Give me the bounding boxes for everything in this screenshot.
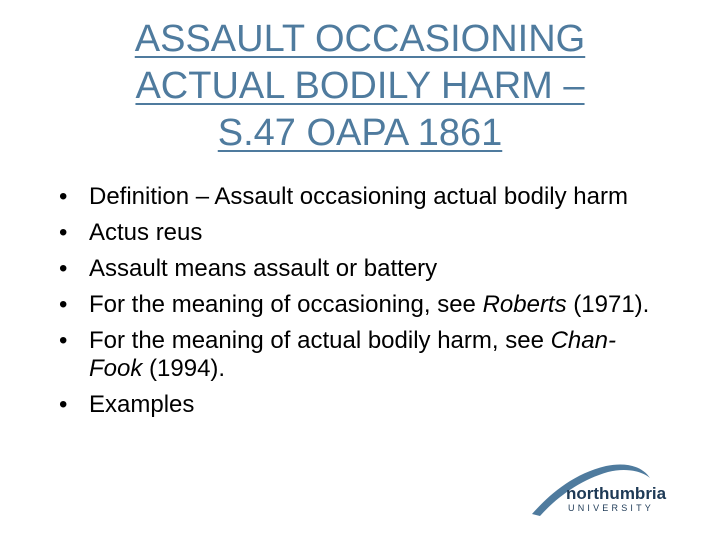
logo-name: northumbria (566, 484, 667, 503)
bullet-text: Definition – Assault occasioning actual bodily harm (89, 183, 628, 210)
bullet-text-after: (1971). (566, 291, 650, 318)
bullet-dot: • (59, 255, 68, 282)
slide-title (60, 16, 660, 157)
bullet-text-after: (1994). (142, 355, 226, 382)
bullet-list (56, 183, 666, 427)
bullet-text-before: For the meaning of occasioning, see (89, 291, 483, 318)
bullet-dot: • (59, 327, 68, 354)
bullet-text-before: For the meaning of actual bodily harm, see (89, 327, 551, 354)
title-line-1: ASSAULT OCCASIONING (134, 18, 586, 60)
bullet-dot: • (59, 391, 68, 418)
northumbria-logo (528, 458, 678, 520)
bullet-item-actual-bodily-harm (56, 327, 666, 383)
bullet-dot: • (59, 291, 68, 318)
bullet-dot: • (59, 183, 68, 210)
bullet-text: Actus reus (89, 219, 203, 246)
case-name-roberts: Roberts (482, 291, 567, 318)
logo-subtitle: UNIVERSITY (568, 503, 655, 513)
bullet-dot: • (59, 219, 68, 246)
case-name-chan-fook: Chan-Fook (89, 327, 616, 382)
bullet-text: Assault means assault or battery (89, 255, 438, 282)
title-line-3: S.47 OAPA 1861 (217, 112, 503, 154)
bullet-item-assault-means (56, 255, 666, 283)
bullet-item-actus-reus (56, 219, 666, 247)
bullet-item-occasioning (56, 291, 666, 319)
bullet-item-examples (56, 391, 666, 419)
title-line-2: ACTUAL BODILY HARM – (135, 65, 585, 107)
bullet-item-definition (56, 183, 666, 211)
bullet-text: Examples (89, 391, 195, 418)
